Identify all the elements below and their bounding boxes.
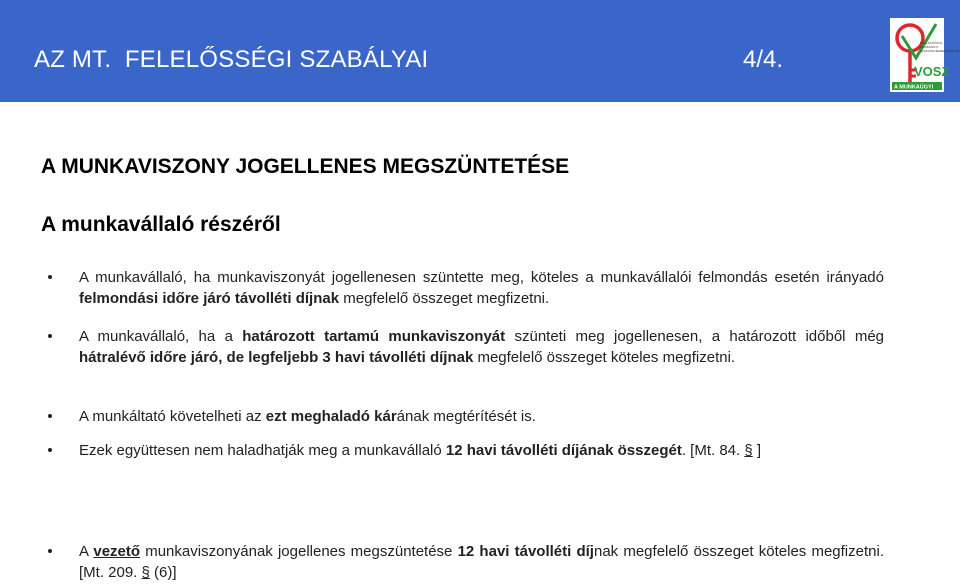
bullet-text-segment: hátralévő időre járó, de legfeljebb 3 havi távolléti díjnak [79,349,474,366]
svg-text:SZAKJOGI ÉRDEKVÉDELMI: SZAKJOGI ÉRDEKVÉDELMI [920,49,960,53]
bullet-item [79,326,884,368]
bullet-dot [48,448,52,452]
bullet-item [79,440,884,461]
bullet-text-segment: megfelelő összeget köteles megfizetni. [473,349,736,366]
bullet-item [79,406,884,427]
bullet-text-segment: 12 havi távolléti díjának összegét [445,442,682,459]
header-bar [0,0,960,102]
svg-text:A MUNKAÜGYI: A MUNKAÜGYI [894,84,934,91]
bullet-text-segment: A munkavállaló, ha a [79,328,243,345]
bullet-text-segment: nak megfelelő összeget köteles megfizetni. [Mt. 209. [79,543,884,581]
bullet-text-segment: § [744,442,753,459]
bullet-text-segment: A munkáltató követelheti az [79,408,266,425]
bullet-item [79,541,884,583]
bullet-text-segment: ezt meghaladó kár [265,408,397,425]
bullet-dot [48,549,52,553]
bullet-text-segment: § [141,564,150,581]
slide-title-text: AZ MT. FELELŐSSÉGI SZABÁLYAI [34,46,429,73]
svg-text:VOSZ: VOSZ [914,64,950,79]
bullet-text-segment: A munkavállaló, ha munkaviszonyát jogellenesen szüntette meg, köteles a munkavállalói felmondás esetén irányadó [79,269,884,286]
slide-title [34,46,428,74]
bullet-item [79,267,884,309]
vosz-logo-icon [890,18,960,92]
vosz-logo [890,18,960,92]
bullet-text-segment: . [Mt. 84. [681,442,745,459]
bullet-dot [48,414,52,418]
bullet-dot [48,275,52,279]
section-subheading: A munkavállaló részéről [41,213,281,236]
bullet-text-segment: (6)] [149,564,177,581]
bullet-text-segment: A [79,543,94,560]
bullet-text-segment: ] [752,442,762,459]
bullet-text-segment: felmondási időre járó távolléti díjnak [79,290,340,307]
svg-text:MUNKAÜGYI: MUNKAÜGYI [920,45,939,49]
section-heading: A MUNKAVISZONY JOGELLENES MEGSZÜNTETÉSE [41,155,570,178]
bullet-dot [48,334,52,338]
bullet-text-segment: 12 havi távolléti díj [457,543,594,560]
bullet-text-segment: szünteti meg jogellenesen, a határozott időből még [505,328,885,345]
bullet-text-segment: munkaviszonyának jogellenes megszüntetése [140,543,458,560]
svg-text:PAULAKTIÓS IS: PAULAKTIÓS IS [920,41,943,45]
bullet-text-segment: határozott tartamú munkaviszonyát [242,328,506,345]
bullet-text-segment: vezető [93,543,141,560]
bullet-text-segment: Ezek együttesen nem haladhatják meg a munkavállaló [79,442,446,459]
page-indicator: 4/4. [743,46,784,73]
bullet-text-segment: ának megtérítését is. [396,408,536,425]
bullet-text-segment: megfelelő összeget megfizetni. [339,290,550,307]
